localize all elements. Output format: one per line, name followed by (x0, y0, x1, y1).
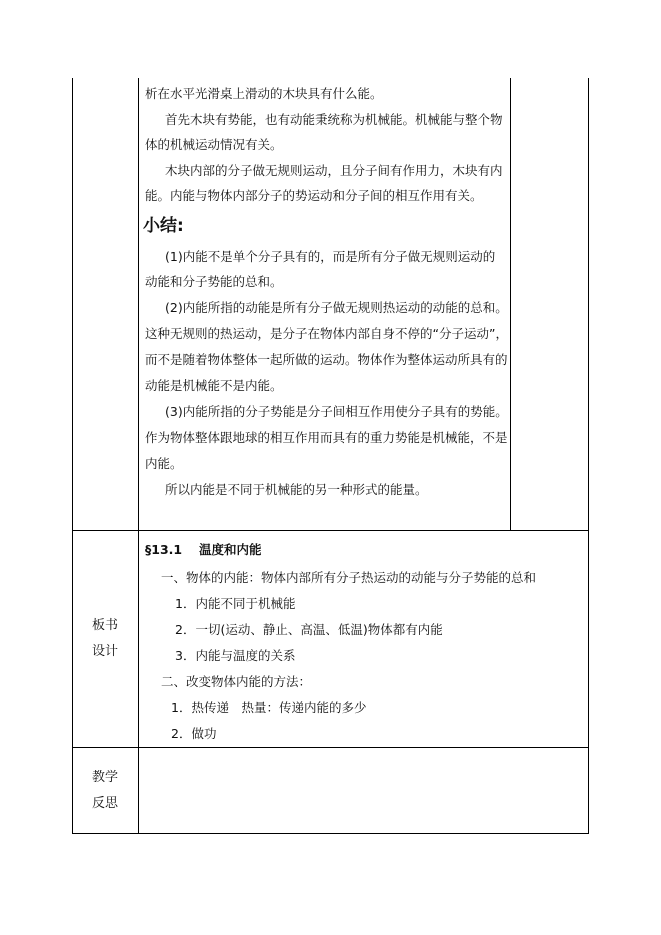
board-label-line-2: 设计 (91, 644, 118, 659)
row-divider-lesson (72, 530, 589, 531)
table-bottom-border (72, 833, 589, 834)
board-item-5: 二、改变物体内能的方法： (161, 674, 312, 689)
table-left-border (72, 78, 73, 833)
lesson-line-4: 木块内部的分子做无规则运动，且分子间有作用力，木块有内 (165, 163, 503, 178)
table-right-column-divider (510, 78, 511, 530)
lesson-line-3: 体的机械运动情况有关。 (145, 137, 283, 152)
summary-line-9: 内能。 (145, 456, 183, 471)
summary-line-4: 这种无规则的热运动，是分子在物体内部自身不停的“分子运动”， (145, 326, 508, 341)
summary-line-6: 动能是机械能不是内能。 (145, 378, 283, 393)
table-label-column-divider (138, 78, 139, 833)
board-item-2: 1．内能不同于机械能 (175, 596, 296, 611)
summary-line-10: 所以内能是不同于机械能的另一种形式的能量。 (165, 482, 428, 497)
reflection-label-line-2: 反思 (91, 796, 118, 811)
summary-line-3: (2)内能所指的动能是所有分子做无规则热运动的动能的总和。 (165, 300, 508, 315)
lesson-line-2: 首先木块有势能，也有动能秉统称为机械能。机械能与整个物 (165, 112, 503, 127)
summary-line-8: 作为物体整体跟地球的相互作用而具有的重力势能是机械能，不是 (145, 430, 508, 445)
board-item-7: 2．做功 (171, 726, 217, 741)
board-item-4: 3．内能与温度的关系 (175, 648, 296, 663)
summary-line-1: (1)内能不是单个分子具有的，而是所有分子做无规则运动的 (165, 249, 496, 264)
lesson-line-5: 能。内能与物体内部分子的势运动和分子间的相互作用有关。 (145, 188, 483, 203)
summary-heading: 小结: (143, 216, 184, 236)
board-item-1: 一、物体的内能：物体内部所有分子热运动的动能与分子势能的总和 (161, 570, 537, 585)
summary-line-5: 而不是随着物体整体一起所做的运动。物体作为整体运动所具有的 (145, 352, 508, 367)
board-label-line-1: 板书 (91, 618, 118, 633)
board-title: §13.1 温度和内能 (145, 542, 262, 557)
reflection-label-line-1: 教学 (91, 770, 118, 785)
board-item-6: 1．热传递 热量：传递内能的多少 (171, 700, 367, 715)
board-item-3: 2．一切(运动、静止、高温、低温)物体都有内能 (175, 622, 443, 637)
lesson-line-1: 析在水平光滑桌上滑动的木块具有什么能。 (145, 86, 383, 101)
table-right-border (588, 78, 589, 833)
summary-line-2: 动能和分子势能的总和。 (145, 274, 283, 289)
summary-line-7: (3)内能所指的分子势能是分子间相互作用使分子具有的势能。 (165, 404, 508, 419)
row-divider-board (72, 747, 589, 748)
